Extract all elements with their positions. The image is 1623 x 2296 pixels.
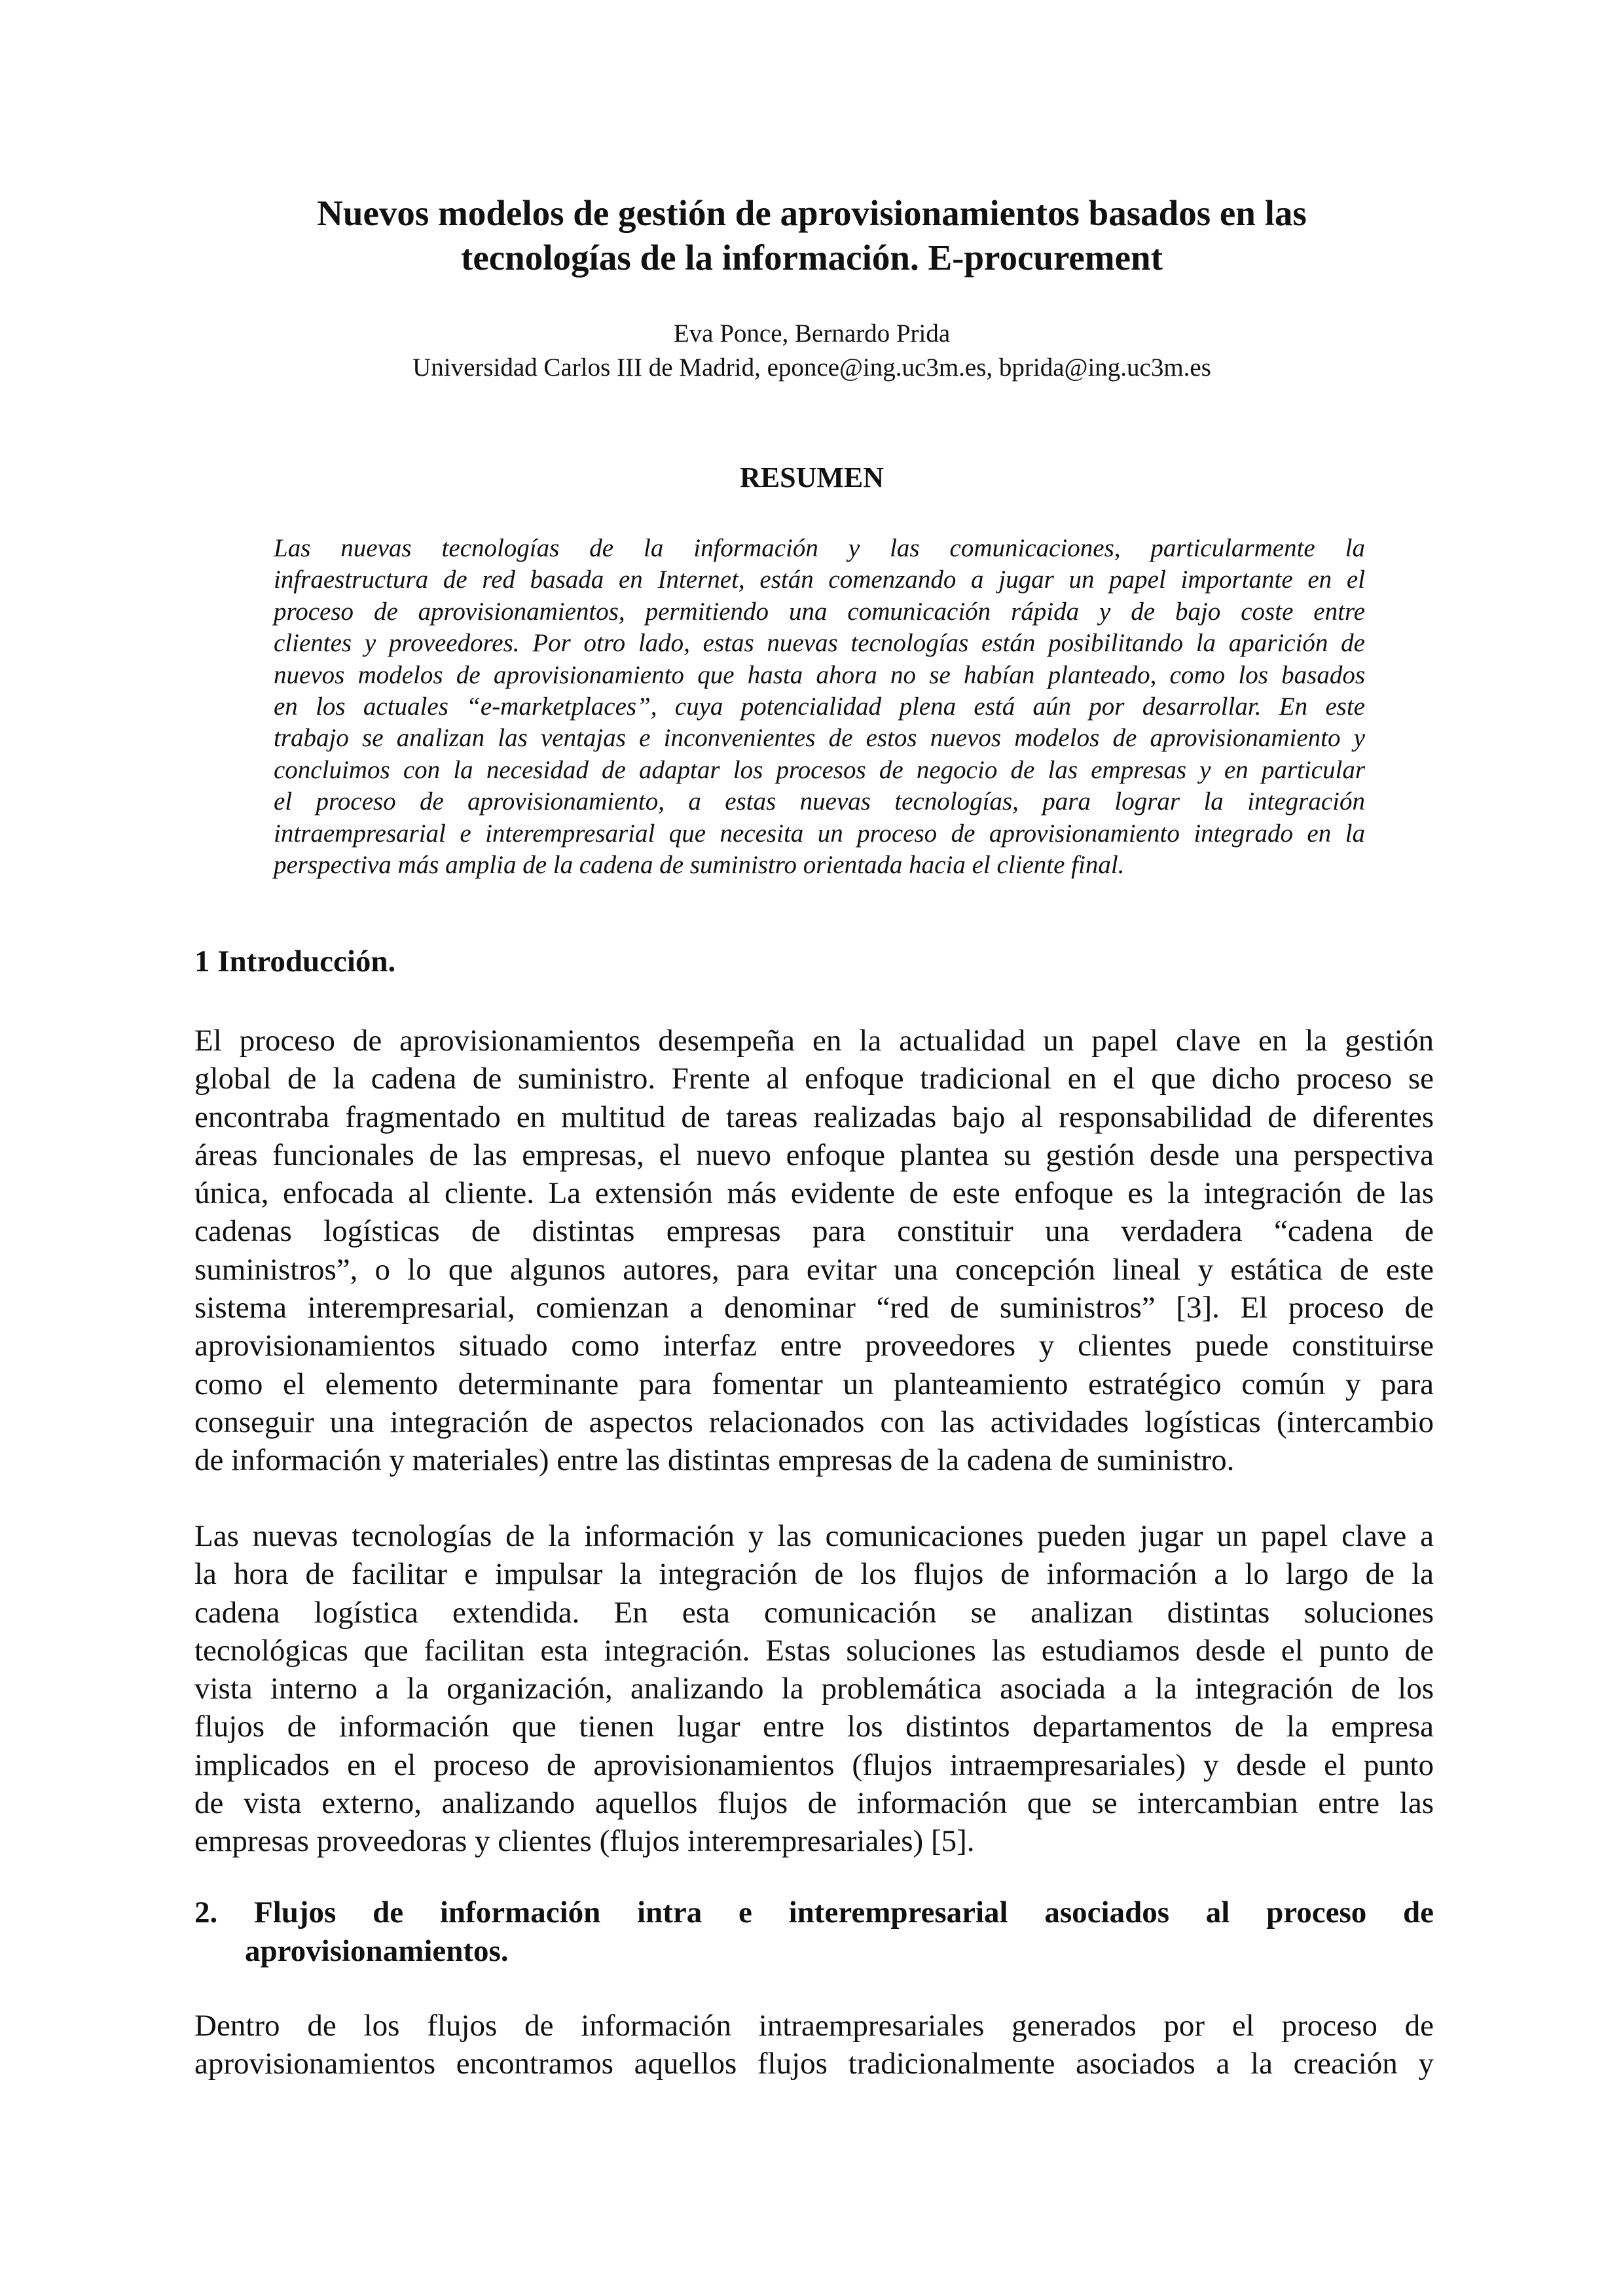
body-line: flujos de información que tienen lugar entre los distintos departamentos de la empresa <box>194 1710 1434 1744</box>
body-line: tecnológicas que facilitan esta integración. Estas soluciones las estudiamos desde el punto de <box>194 1633 1434 1668</box>
section-1-heading <box>194 942 1434 981</box>
section-1-paragraph-2 <box>194 1517 1434 1861</box>
section-2-heading <box>194 1893 1434 1971</box>
body-line: cadena logística extendida. En esta comunicación se analizan distintas soluciones <box>194 1595 1434 1630</box>
abstract-heading: RESUMEN <box>739 461 884 493</box>
abstract-line: nuevos modelos de aprovisionamiento que hasta ahora no se habían planteado, como los basados <box>274 660 1365 689</box>
abstract-line: concluimos con la necesidad de adaptar los procesos de negocio de las empresas y en particular <box>274 755 1365 784</box>
abstract-line: infraestructura de red basada en Internet, están comenzando a jugar un papel importante en el <box>274 565 1365 594</box>
body-line: áreas funcionales de las empresas, el nuevo enfoque plantea su gestión desde una perspectiva <box>194 1138 1434 1172</box>
body-line: empresas proveedoras y clientes (flujos interempresariales) [5]. <box>194 1824 975 1859</box>
body-line: como el elemento determinante para fomentar un planteamiento estratégico común y para <box>194 1367 1434 1401</box>
author-affiliation: Universidad Carlos III de Madrid, eponce@ing.uc3m.es, bprida@ing.uc3m.es <box>412 353 1211 382</box>
paper-title-line: tecnologías de la información. E-procurement <box>461 238 1163 278</box>
body-line: aprovisionamientos situado como interfaz entre proveedores y clientes puede constituirse <box>194 1329 1434 1363</box>
abstract-line: el proceso de aprovisionamiento, a estas nuevas tecnologías, para lograr la integración <box>274 787 1365 816</box>
abstract-line: perspectiva más amplia de la cadena de suministro orientada hacia el cliente final. <box>274 851 1125 880</box>
body-line: Las nuevas tecnologías de la información y las comunicaciones pueden jugar un papel clave a <box>194 1519 1434 1553</box>
body-line: Dentro de los flujos de información intraempresariales generados por el proceso de <box>194 2009 1434 2043</box>
abstract-line: trabajo se analizan las ventajas e inconvenientes de estos nuevos modelos de aprovisionamiento y <box>274 724 1365 753</box>
body-line: de vista externo, analizando aquellos flujos de información que se intercambian entre las <box>194 1786 1434 1821</box>
body-line: suministros”, o lo que algunos autores, para evitar una concepción lineal y estática de este <box>194 1252 1434 1287</box>
paper-title-line: Nuevos modelos de gestión de aprovisionamientos basados en las <box>317 193 1307 233</box>
author-block <box>196 317 1427 385</box>
paper-title <box>196 191 1427 280</box>
body-line: cadenas logísticas de distintas empresas para constituir una verdadera “cadena de <box>194 1214 1434 1249</box>
body-line: vista interno a la organización, analizando la problemática asociada a la integración de los <box>194 1672 1434 1706</box>
body-line: conseguir una integración de aspectos relacionados con las actividades logísticas (intercambio <box>194 1405 1434 1439</box>
body-line: la hora de facilitar e impulsar la integración de los flujos de información a lo largo de la <box>194 1557 1434 1592</box>
abstract-line: clientes y proveedores. Por otro lado, estas nuevas tecnologías están posibilitando la aparición de <box>274 629 1365 658</box>
abstract-text <box>274 533 1365 881</box>
section-1-paragraph-1 <box>194 1022 1434 1480</box>
body-line: sistema interempresarial, comienzan a denominar “red de suministros” [3]. El proceso de <box>194 1291 1434 1325</box>
body-line: aprovisionamientos encontramos aquellos flujos tradicionalmente asociados a la creación y <box>194 2047 1434 2081</box>
section-2-paragraph-1 <box>194 2007 1434 2083</box>
author-names: Eva Ponce, Bernardo Prida <box>673 319 951 348</box>
section-heading-line: aprovisionamientos. <box>245 1934 509 1968</box>
body-line: única, enfocada al cliente. La extensión más evidente de este enfoque es la integración de las <box>194 1176 1434 1211</box>
abstract-line: Las nuevas tecnologías de la información y las comunicaciones, particularmente la <box>274 534 1365 562</box>
body-line: global de la cadena de suministro. Frente al enfoque tradicional en el que dicho proceso se <box>194 1062 1434 1096</box>
body-line: implicados en el proceso de aprovisionamientos (flujos intraempresariales) y desde el punto <box>194 1748 1434 1782</box>
abstract-line: intraempresarial e interempresarial que necesita un proceso de aprovisionamiento integrado en la <box>274 819 1365 848</box>
abstract-line: proceso de aprovisionamientos, permitiendo una comunicación rápida y de bajo coste entre <box>274 597 1365 626</box>
section-heading-line: 2. Flujos de información intra e interempresarial asociados al proceso de <box>194 1895 1434 1929</box>
body-line: El proceso de aprovisionamientos desempeña en la actualidad un papel clave en la gestión <box>194 1024 1434 1058</box>
body-line: encontraba fragmentado en multitud de tareas realizadas bajo al responsabilidad de diferentes <box>194 1100 1434 1134</box>
section-heading-line: 1 Introducción. <box>194 944 396 978</box>
abstract-line: en los actuales “e-marketplaces”, cuya potencialidad plena está aún por desarrollar. En este <box>274 692 1365 721</box>
body-line: de información y materiales) entre las distintas empresas de la cadena de suministro. <box>194 1443 1235 1478</box>
